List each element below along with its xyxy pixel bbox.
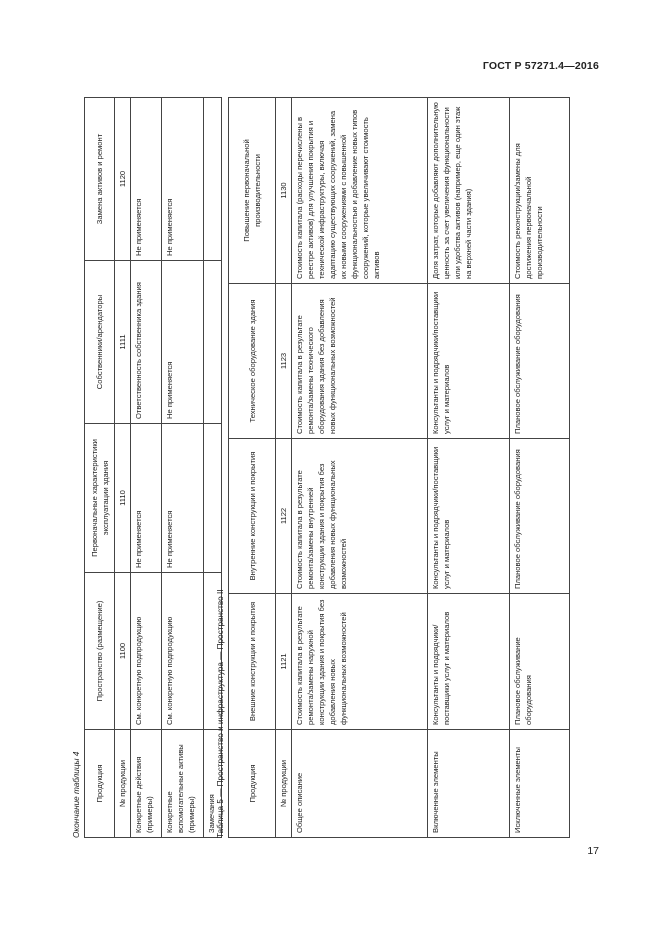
table-cell: Стоимость реконструкции/замены для достижения первоначальной производительности xyxy=(509,97,569,283)
table-row xyxy=(161,97,203,837)
table-cell: Не применяется xyxy=(130,423,161,572)
table-cell: Стоимость капитала (расходы перечислены в реестре активов) для улучшения покрытия и технической инфраструктуры, включая адаптацию существующих сооружений, замена их новыми сооружениями с повышенной функциональностью и добавление новых типов сооружений, которые увеличивают стоимость активов xyxy=(291,97,427,283)
code-cell: 1130 xyxy=(275,97,291,283)
code-cell: 1121 xyxy=(275,593,291,729)
table-cell: Консультанты и подрядчики/поставщики услуг и материалов xyxy=(427,593,509,729)
page-number: 17 xyxy=(587,845,599,857)
code-cell: 1120 xyxy=(114,97,130,260)
table-cell: Стоимость капитала в результате ремонта/замены технического оборудования здания без добавления новых функциональных возможностей xyxy=(291,283,427,438)
table-cell: См. конкретную подпродукцию xyxy=(161,572,203,729)
table-cell: Консультанты и подрядчики/поставщики услуг и материалов xyxy=(427,283,509,438)
code-cell: 1110 xyxy=(114,423,130,572)
table-header-row xyxy=(84,97,114,837)
table-code-row xyxy=(114,97,130,837)
table-cell: Консультанты и подрядчики/поставщики услуг и материалов xyxy=(427,438,509,593)
table-row xyxy=(427,97,509,837)
table-5 xyxy=(228,97,570,838)
table-cell: Доля затрат, которые добавляют дополнительную ценность за счет увеличения функциональности или удобства активов (например, еще один этаж на верхней части здания) xyxy=(427,97,509,283)
code-cell: 1100 xyxy=(114,572,130,729)
table-cell: Конкретные вспомогательные активы (примеры) xyxy=(161,729,203,837)
rotated-content xyxy=(71,98,591,838)
table-row xyxy=(509,97,569,837)
table-cell: Стоимость капитала в результате ремонта/замены внутренней конструкции здания и покрытия без добавления новых функциональных возможностей xyxy=(291,438,427,593)
table-cell: Не применяется xyxy=(161,97,203,260)
table-cell: См. конкретную подпродукцию xyxy=(130,572,161,729)
code-cell: 1122 xyxy=(275,438,291,593)
table-cell: Включенные элементы xyxy=(427,729,509,837)
header-cell: Первоначальные характеристики эксплуатации здания xyxy=(84,423,114,572)
standard-header: ГОСТ Р 57271.4—2016 xyxy=(482,60,599,72)
header-cell: Внутренние конструкции и покрытия xyxy=(228,438,275,593)
table-cell: Плановое обслуживание оборудования xyxy=(509,438,569,593)
table-cell: Не применяется xyxy=(130,97,161,260)
table-cell xyxy=(203,260,221,423)
table-cell: Общее описание xyxy=(291,729,427,837)
table4-caption: Окончание таблицы 4 xyxy=(71,751,81,838)
table-cell: Плановое обслуживание оборудования xyxy=(509,283,569,438)
code-cell: 1123 xyxy=(275,283,291,438)
header-cell: Техническое оборудование здания xyxy=(228,283,275,438)
code-cell: 1111 xyxy=(114,260,130,423)
code-cell: № продукции xyxy=(114,729,130,837)
header-cell: Замена активов и ремонт xyxy=(84,97,114,260)
table-row xyxy=(130,97,161,837)
header-cell: Продукция xyxy=(228,729,275,837)
header-cell: Внешние конструкции и покрытия xyxy=(228,593,275,729)
table-cell: Не применяется xyxy=(161,423,203,572)
table-header-row xyxy=(228,97,275,837)
header-cell: Продукция xyxy=(84,729,114,837)
code-cell: № продукции xyxy=(275,729,291,837)
table-code-row xyxy=(275,97,291,837)
table-row xyxy=(291,97,427,837)
header-cell: Повышение первоначальной производительности xyxy=(228,97,275,283)
table-cell: Конкретные действия (примеры) xyxy=(130,729,161,837)
table-cell xyxy=(203,97,221,260)
header-cell: Пространство (размещение) xyxy=(84,572,114,729)
table-cell xyxy=(203,423,221,572)
table-cell: Замечания xyxy=(203,729,221,837)
table-cell: Исключенные элементы xyxy=(509,729,569,837)
header-cell: Собственники/арендаторы xyxy=(84,260,114,423)
table-cell: Плановое обслуживание оборудования xyxy=(509,593,569,729)
table-cell: Стоимость капитала в результате ремонта/замены наружной конструкции здания и покрытия без добавления новых функциональных возможностей xyxy=(291,593,427,729)
table-cell: Не применяется xyxy=(161,260,203,423)
table-4 xyxy=(84,97,222,838)
table5-caption: Таблица 5 — Пространство и инфраструктура — Пространство II xyxy=(215,588,225,838)
table-cell: Ответственность собственника здания xyxy=(130,260,161,423)
